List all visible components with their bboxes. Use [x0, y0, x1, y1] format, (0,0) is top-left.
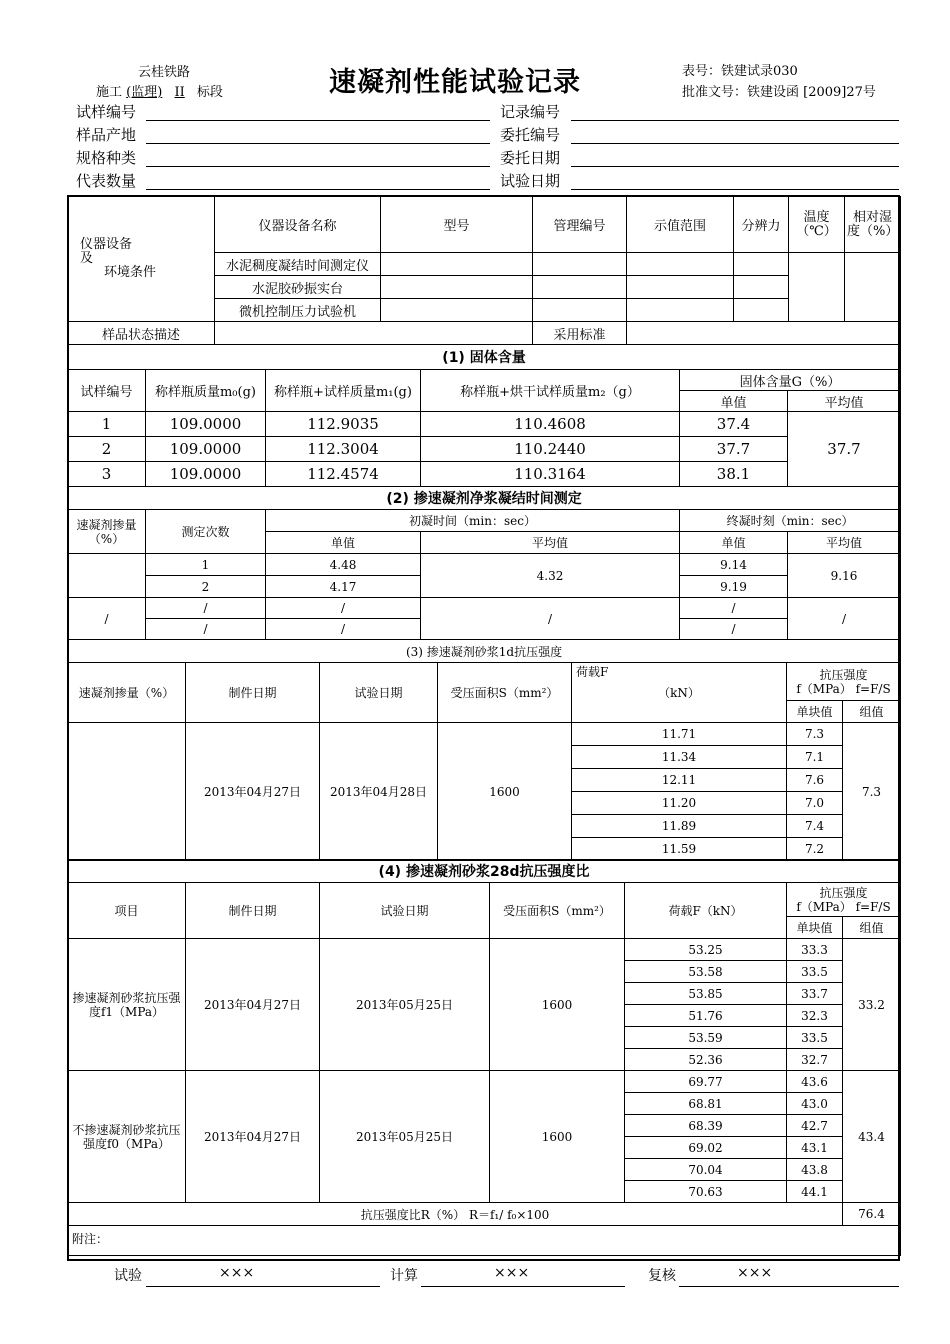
form-number: 表号：铁建试录030 [682, 64, 798, 79]
equipment-item: 微机控制压力试验机 [215, 299, 381, 322]
col-count: 测定次数 [146, 510, 266, 554]
origin-field[interactable] [146, 143, 490, 144]
table-row: 2 [146, 576, 266, 598]
page-title: 速凝剂性能试验记录 [329, 67, 581, 98]
strength-ratio-label: 抗压强度比R（%） R＝f₁/ f₀×100 [68, 1203, 843, 1226]
table-row: 11.59 [572, 838, 787, 861]
quantity-field[interactable] [146, 189, 490, 190]
table-row: 53.85 [625, 983, 787, 1005]
table-row: 11.71 [572, 723, 787, 746]
test-date-field[interactable] [571, 189, 899, 190]
col-single: 单值 [680, 391, 788, 412]
table-row: 69.02 [625, 1137, 787, 1159]
col-humidity: 相对湿度（%） [845, 197, 901, 253]
table-row: 69.77 [625, 1071, 787, 1093]
table-row: 68.81 [625, 1093, 787, 1115]
group-value: 33.2 [843, 939, 901, 1071]
col-mgmt-no: 管理编号 [533, 197, 627, 253]
table-row: 1 [146, 554, 266, 576]
dosage-cell[interactable] [68, 554, 146, 598]
commission-date-field[interactable] [571, 166, 899, 167]
table-row: 68.39 [625, 1115, 787, 1137]
calc-line [421, 1286, 625, 1287]
table-row: 11.20 [572, 792, 787, 815]
table-row: 53.25 [625, 939, 787, 961]
notes[interactable]: 附注： [68, 1226, 901, 1256]
col-average: 平均值 [788, 391, 901, 412]
spec-label: 规格种类 [76, 149, 137, 167]
col-m1: 称样瓶+试样质量m₁(g) [266, 370, 421, 412]
solid-average: 37.7 [788, 412, 901, 487]
solid-section-title: (1) 固体含量 [68, 345, 901, 370]
col-m2: 称样瓶+烘干试样质量m₂（g） [421, 370, 680, 412]
humidity-cell[interactable] [845, 253, 901, 322]
table-row: 70.63 [625, 1181, 787, 1203]
record-no-field[interactable] [571, 120, 899, 121]
review-label: 复核 [648, 1268, 676, 1284]
commission-date-label: 委托日期 [500, 149, 561, 167]
col-solid-g: 固体含量G（%） [680, 370, 901, 391]
origin-label: 样品产地 [76, 126, 137, 144]
table-row: 11.34 [572, 746, 787, 769]
calc-label: 计算 [390, 1268, 418, 1284]
section-suffix: 标段 [196, 85, 223, 100]
quantity-label: 代表数量 [76, 172, 137, 190]
sample-no-label: 试样编号 [76, 103, 137, 121]
sample-desc-label: 样品状态描述 [68, 322, 215, 345]
table-row: 53.58 [625, 961, 787, 983]
table-row: 51.76 [625, 1005, 787, 1027]
review-line [679, 1286, 899, 1287]
group-item: 不掺速凝剂砂浆抗压强度f0（MPa） [68, 1071, 186, 1203]
equipment-item: 水泥胶砂振实台 [215, 276, 381, 299]
table-row: 3 [68, 462, 146, 487]
col-sample-no: 试样编号 [68, 370, 146, 412]
tester-name: ××× [219, 1265, 255, 1281]
spec-field[interactable] [146, 166, 490, 167]
setting-time-table: (2) 掺速凝剂净浆凝结时间测定 速凝剂掺量（%） 测定次数 初凝时间（min：sec） 终凝时刻（min：sec） 单值 平均值 单值 平均值 1 4.48 4.32 9.14 9.16 2 4.17 9.19 / / / / / / / / / [67, 486, 901, 640]
table-row: 53.59 [625, 1027, 787, 1049]
standard-value[interactable] [627, 322, 901, 345]
table-row: 12.11 [572, 769, 787, 792]
col-temperature: 温度（℃） [789, 197, 845, 253]
final-average: 9.16 [788, 554, 901, 598]
col-m0: 称样瓶质量m₀(g) [146, 370, 266, 412]
group-value: 7.3 [843, 723, 901, 861]
col-resolution: 分辨力 [734, 197, 789, 253]
equipment-item: 水泥稠度凝结时间测定仪 [215, 253, 381, 276]
record-no-label: 记录编号 [500, 103, 561, 121]
col-final-set: 终凝时刻（min：sec） [680, 510, 901, 532]
project-name: 云桂铁路 [138, 65, 191, 80]
tester-line [146, 1286, 380, 1287]
commission-no-field[interactable] [571, 143, 899, 144]
col-dosage: 速凝剂掺量（%） [68, 510, 146, 554]
calc-name: ××× [494, 1265, 530, 1281]
setting-section-title: (2) 掺速凝剂净浆凝结时间测定 [68, 487, 901, 510]
approval-number: 批准文号：铁建设函 [2009]27号 [682, 85, 876, 100]
table-row: 11.89 [572, 815, 787, 838]
group-item: 掺速凝剂砂浆抗压强度f1（MPa） [68, 939, 186, 1071]
strength-28d-table: (4) 掺速凝剂砂浆28d抗压强度比 项目 制件日期 试验日期 受压面积S（mm²） 荷载F（kN） 抗压强度 f（MPa） f=F/S 单块值 组值 掺速凝剂砂浆抗压强度f1（MPa） 2013年04月27日 2013年05月25日 1600 53.25 33.3 33.2 53.58 33.5 53.85 33.7 51.76 32.3 53.59 33.5 52.36 32.7 不掺速凝剂砂浆抗压强度f0（MPa） 2013年04月27日 2013年05月25日 1600 69.77 43.6 43.4 68.81 43.0 68.39 42.7 69.02 43.1 70.04 43.8 70.63 44.1 抗压强度比R（%） R＝f₁/ f₀×100 76.4 附注： [67, 859, 901, 1256]
table-row: 2 [68, 437, 146, 462]
group-value: 43.4 [843, 1071, 901, 1203]
strength-1d-table: (3) 掺速凝剂砂浆1d抗压强度 速凝剂掺量（%） 制件日期 试验日期 受压面积S（mm²） 荷载F （kN） 抗压强度 f（MPa） f=F/S 单块值 组值 2013年04月27日 2013年04月28日 1600 11.71 7.3 7.3 11.34 7.1 12.11 7.6 11.20 7.0 11.89 7.4 11.59 7.2 [67, 639, 901, 861]
col-range: 示值范围 [627, 197, 734, 253]
commission-no-label: 委托编号 [500, 126, 561, 144]
tester-label: 试验 [114, 1268, 142, 1284]
section-line [96, 81, 223, 100]
strength-ratio-value: 76.4 [843, 1203, 901, 1226]
review-name: ××× [737, 1265, 773, 1281]
sample-desc-value[interactable] [215, 322, 533, 345]
table-row: 1 [68, 412, 146, 437]
equipment-table [67, 196, 901, 345]
col-equipment-name: 仪器设备名称 [215, 197, 381, 253]
temperature-cell[interactable] [789, 253, 845, 322]
dosage-1d-cell[interactable] [68, 723, 186, 861]
col-initial-set: 初凝时间（min：sec） [266, 510, 680, 532]
standard-label: 采用标准 [533, 322, 627, 345]
sample-no-field[interactable] [146, 120, 490, 121]
construction-label: 施工 [96, 85, 123, 100]
initial-average: 4.32 [421, 554, 680, 598]
solid-content-table: (1) 固体含量 试样编号 称样瓶质量m₀(g) 称样瓶+试样质量m₁(g) 称样瓶+烘干试样质量m₂（g） 固体含量G（%） 单值 平均值 1 109.0000 112.9035 110.4608 37.4 37.7 2 109.0000 112.3004 110.2440 37.7 3 109.0000 112.4574 110.3164 38.1 [67, 344, 901, 487]
strength28d-section-title: (4) 掺速凝剂砂浆28d抗压强度比 [68, 860, 901, 883]
col-model: 型号 [381, 197, 533, 253]
test-date-label: 试验日期 [500, 172, 561, 190]
equipment-label: 仪器设备 及 环境条件 [68, 197, 215, 322]
table-row: 70.04 [625, 1159, 787, 1181]
supervision-label: (监理) [126, 85, 163, 100]
table-row: 52.36 [625, 1049, 787, 1071]
section-number: II [174, 85, 185, 100]
equipment-model-cell[interactable] [381, 253, 533, 276]
strength1d-section-title: (3) 掺速凝剂砂浆1d抗压强度 [68, 640, 901, 663]
